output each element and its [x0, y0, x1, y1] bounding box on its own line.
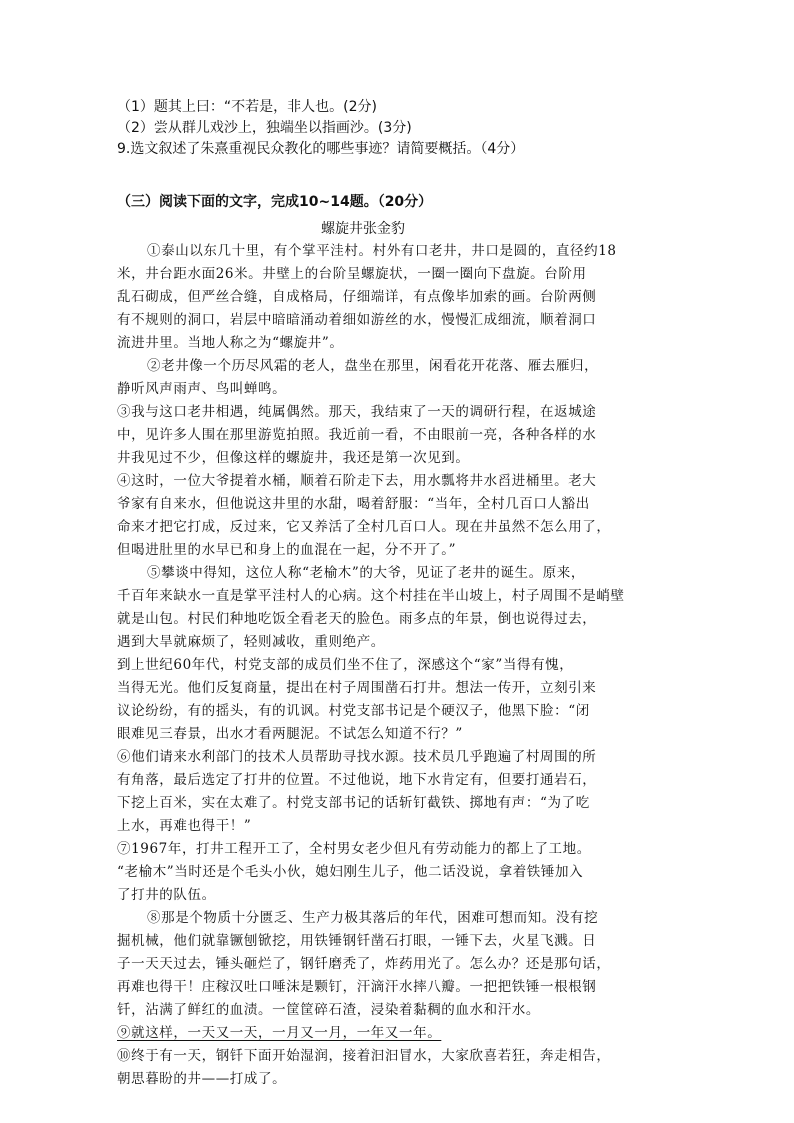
- text-line: 了打井的队伍。: [117, 887, 216, 903]
- text-line: 就是山包。村民们种地吃饭全看老天的脸色。雨多点的年景，倒也说得过去，: [117, 611, 597, 627]
- question-9: 9.选文叙述了朱熹重视民众教化的哪些事迹？请简要概括。（4分）: [117, 141, 525, 157]
- text-line: 有角落，最后选定了打井的位置。不过他说，地下水肯定有，但要打通岩石，: [117, 772, 597, 788]
- text-line: 子一天天过去，锤头砸烂了，钢钎磨秃了，炸药用光了。怎么办？还是那句话，: [117, 956, 611, 972]
- text-line: ②老井像一个历尽风霜的老人，盘坐在那里，闲看花开花落、雁去雁归，: [147, 358, 599, 374]
- text-line: ⑩终于有一天，钢钎下面开始湿润，接着汩汩冒水，大家欣喜若狂，奔走相告，: [117, 1048, 611, 1064]
- text-line: 到上世纪60年代，村党支部的成员们坐不住了，深感这个“家”当得有愧，: [117, 657, 574, 673]
- text-line: 命来才把它打成，反过来，它又养活了全村几百口人。现在井虽然不怎么用了，: [117, 519, 611, 535]
- text-line: 上水，再难也得干！”: [117, 818, 252, 834]
- text-line: ①泰山以东几十里，有个掌平洼村。村外有口老井，井口是圆的，直径约18: [147, 243, 617, 259]
- text-line: 有不规则的洞口，岩层中暗暗涌动着细如游丝的水，慢慢汇成细流，顺着洞口: [117, 312, 597, 328]
- text-line: 掘机械，他们就靠镢刨锨挖，用铁锤钢钎凿石打眼，一锤下去，火星飞溅。日: [117, 933, 597, 949]
- text-line: 千百年来缺水一直是掌平洼村人的心病。这个村挂在半山坡上，村子周围不是峭壁: [117, 588, 625, 604]
- text-line: 遇到大旱就麻烦了，轻则减收，重则绝产。: [117, 634, 385, 650]
- text-line: ⑥他们请来水利部门的技术人员帮助寻找水源。技术员几乎跑遍了村周围的所: [117, 749, 597, 765]
- text-line: 米，井台距水面26米。井壁上的台阶呈螺旋状，一圈一圈向下盘旋。台阶用: [117, 266, 587, 282]
- text-line: 当得无光。他们反复商量，提出在村子周围凿石打井。想法一传开，立刻引来: [117, 680, 597, 696]
- text-line: 流进井里。当地人称之为“螺旋井”。: [117, 335, 344, 351]
- text-line: 议论纷纷，有的摇头，有的讥讽。村党支部书记是个硬汉子，他黑下脸：“闭: [117, 703, 590, 719]
- text-line-underlined: ⑨就这样，一天又一天，一月又一月，一年又一年。: [117, 1025, 442, 1041]
- text-line: 朝思暮盼的井——打成了。: [117, 1071, 287, 1087]
- text-line: ④这时，一位大爷提着水桶，顺着石阶走下去，用水瓢将井水舀进桶里。老大: [117, 473, 597, 489]
- text-line: ⑦1967年，打井工程开工了，全村男女老少但凡有劳动能力的都上了工地。: [117, 841, 591, 857]
- question-1: （1）题其上曰：“不若是，非人也。(2分): [117, 99, 377, 115]
- text-line: “老榆木”当时还是个毛头小伙，媳妇刚生儿子，他二话没说，拿着铁锤加入: [117, 864, 584, 880]
- text-line: 但喝进肚里的水早已和身上的血混在一起，分不开了。”: [117, 542, 457, 558]
- text-line: 静听风声雨声、鸟叫蝉鸣。: [117, 381, 287, 397]
- text-line: 中，见许多人围在那里游览拍照。我近前一看，不由眼前一亮，各种各样的水: [117, 427, 597, 443]
- text-line: 眼难见三春景，出水才看两腿泥。不试怎么知道不行？”: [117, 726, 463, 742]
- text-line: ③我与这口老井相遇，纯属偶然。那天，我结束了一天的调研行程，在返城途: [117, 404, 597, 420]
- article-title: 螺旋井张金豹: [321, 221, 405, 237]
- section-header: （三）阅读下面的文字，完成10~14题。（20分）: [117, 194, 433, 210]
- text-line: ⑤攀谈中得知，这位人称“老榆木”的大爷，见证了老井的诞生。原来，: [147, 565, 586, 581]
- text-line: ⑧那是个物质十分匮乏、生产力极其落后的年代，困难可想而知。没有挖: [147, 910, 599, 926]
- question-2: （2）尝从群儿戏沙上，独端坐以指画沙。(3分): [117, 120, 412, 136]
- text-line: 钎，沾满了鲜红的血渍。一筐筐碎石渣，浸染着黏稠的血水和汗水。: [117, 1002, 540, 1018]
- text-line: 再难也得干！庄稼汉吐口唾沫是颗钉，汗滴汗水摔八瓣。一把把铁锤一根根钢: [117, 979, 597, 995]
- text-line: 下挖上百米，实在太难了。村党支部书记的话斩钉截铁、掷地有声：“为了吃: [117, 795, 590, 811]
- text-line: 爷家有自来水，但他说这井里的水甜，喝着舒服：“当年，全村几百口人豁出: [117, 496, 590, 512]
- text-line: 井我见过不少，但像这样的螺旋井，我还是第一次见到。: [117, 450, 470, 466]
- text-line: 乱石砌成，但严丝合缝，自成格局，仔细端详，有点像毕加索的画。台阶两侧: [117, 289, 597, 305]
